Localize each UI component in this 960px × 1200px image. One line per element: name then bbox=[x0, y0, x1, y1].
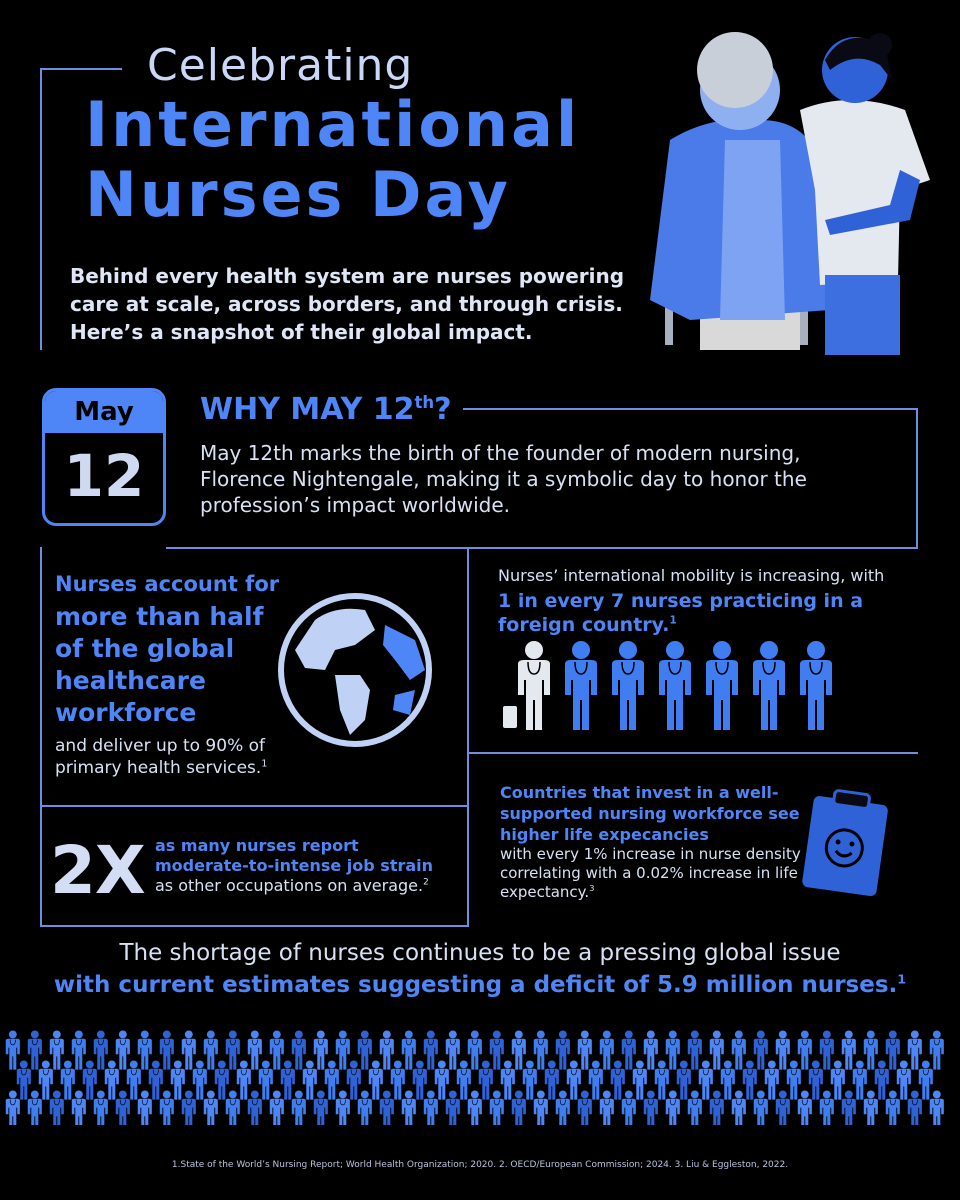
crowd-nurse-icon bbox=[820, 1090, 834, 1125]
crowd-nurse-icon bbox=[754, 1090, 768, 1125]
crowd-nurse-icon bbox=[765, 1060, 779, 1099]
crowd-nurse-icon bbox=[754, 1030, 768, 1069]
calendar-day: 12 bbox=[63, 442, 145, 510]
crowd-nurse-icon bbox=[688, 1030, 702, 1069]
nurse-crowd-illustration bbox=[0, 1025, 960, 1125]
nurse-icon bbox=[612, 641, 644, 730]
crowd-nurse-icon bbox=[512, 1090, 526, 1125]
crowd-nurse-icon bbox=[798, 1090, 812, 1125]
crowd-nurse-icon bbox=[391, 1060, 405, 1099]
crowd-nurse-icon bbox=[732, 1030, 746, 1069]
life-emphasis: Countries that invest in a well-supported nursing workforce see higher life expecancies bbox=[500, 783, 800, 844]
nurse-hair-bun bbox=[868, 33, 892, 57]
mobility-nurse-icons bbox=[500, 636, 845, 736]
crowd-nurse-icon bbox=[127, 1060, 141, 1099]
crowd-nurse-icon bbox=[666, 1090, 680, 1125]
crowd-nurse-icon bbox=[776, 1030, 790, 1069]
divider-grid-center bbox=[467, 547, 469, 927]
crowd-nurse-icon bbox=[886, 1030, 900, 1069]
crowd-nurse-icon bbox=[303, 1060, 317, 1099]
crowd-nurse-icon bbox=[578, 1030, 592, 1069]
nurse-icon bbox=[753, 641, 785, 730]
strain-ref: 2 bbox=[423, 877, 429, 888]
crowd-nurse-icon bbox=[644, 1090, 658, 1125]
divider-why-right bbox=[916, 408, 918, 548]
crowd-nurse-icon bbox=[842, 1090, 856, 1125]
crowd-nurse-icon bbox=[424, 1090, 438, 1125]
crowd-nurse-icon bbox=[743, 1060, 757, 1099]
crowd-nurse-icon bbox=[226, 1030, 240, 1069]
crowd-nurse-icon bbox=[677, 1060, 691, 1099]
globe-icon bbox=[275, 590, 435, 750]
crowd-nurse-icon bbox=[94, 1030, 108, 1069]
crowd-nurse-icon bbox=[72, 1090, 86, 1125]
crowd-nurse-icon bbox=[50, 1030, 64, 1069]
crowd-nurse-icon bbox=[369, 1060, 383, 1099]
crowd-nurse-icon bbox=[457, 1060, 471, 1099]
life-body: with every 1% increase in nurse density correlating with a 0.02% increase in life expectancy. bbox=[500, 845, 801, 901]
divider-grid-left-mid bbox=[40, 805, 467, 807]
crowd-nurse-icon bbox=[248, 1090, 262, 1125]
crowd-nurse-icon bbox=[523, 1060, 537, 1099]
crowd-nurse-icon bbox=[160, 1090, 174, 1125]
crowd-nurse-icon bbox=[864, 1030, 878, 1069]
crowd-nurse-icon bbox=[655, 1060, 669, 1099]
crowd-nurse-icon bbox=[292, 1030, 306, 1069]
crowd-nurse-icon bbox=[39, 1060, 53, 1099]
title-line-2: Nurses Day bbox=[85, 158, 511, 231]
crowd-nurse-icon bbox=[149, 1060, 163, 1099]
crowd-nurse-icon bbox=[446, 1090, 460, 1125]
shortage-line-2: with current estimates suggesting a deficit of 5.9 million nurses. bbox=[53, 972, 898, 998]
life-ref: 3 bbox=[589, 883, 595, 893]
strain-text bbox=[155, 836, 455, 896]
crowd-nurse-icon bbox=[798, 1030, 812, 1069]
crowd-nurse-icon bbox=[666, 1030, 680, 1069]
crowd-nurse-icon bbox=[61, 1060, 75, 1099]
divider-grid-right-mid bbox=[467, 752, 918, 754]
crowd-nurse-icon bbox=[589, 1060, 603, 1099]
nurse-icon bbox=[659, 641, 691, 730]
workforce-ref: 1 bbox=[261, 758, 268, 770]
crowd-nurse-icon bbox=[116, 1030, 130, 1069]
crowd-nurse-icon bbox=[710, 1090, 724, 1125]
patient-shirt bbox=[720, 140, 785, 320]
crowd-nurse-icon bbox=[28, 1030, 42, 1069]
shortage-ref: 1 bbox=[897, 971, 907, 987]
crowd-nurse-icon bbox=[358, 1090, 372, 1125]
why-heading-suffix: ? bbox=[434, 392, 452, 427]
crowd-nurse-icon bbox=[6, 1030, 20, 1069]
patient-hair bbox=[697, 32, 773, 108]
strain-line-1: as many nurses report bbox=[155, 836, 359, 855]
strain-multiplier: 2X bbox=[50, 832, 145, 909]
crowd-nurse-icon bbox=[215, 1060, 229, 1099]
crowd-nurse-icon bbox=[534, 1030, 548, 1069]
crowd-nurse-icon bbox=[600, 1030, 614, 1069]
why-heading-sup: th bbox=[414, 393, 435, 412]
crowd-nurse-icon bbox=[556, 1090, 570, 1125]
crowd-nurse-icon bbox=[28, 1090, 42, 1125]
crowd-nurse-icon bbox=[182, 1030, 196, 1069]
crowd-nurse-icon bbox=[270, 1030, 284, 1069]
crowd-nurse-icon bbox=[842, 1030, 856, 1069]
crowd-nurse-icon bbox=[919, 1060, 933, 1099]
mobility-ref: 1 bbox=[669, 614, 677, 627]
nurse-icon bbox=[565, 641, 597, 730]
nurse-patient-illustration bbox=[630, 20, 940, 355]
crowd-nurse-icon bbox=[281, 1060, 295, 1099]
crowd-nurse-icon bbox=[83, 1060, 97, 1099]
crowd-nurse-icon bbox=[820, 1030, 834, 1069]
crowd-nurse-icon bbox=[160, 1030, 174, 1069]
clipboard-smile-icon bbox=[798, 788, 893, 898]
crowd-nurse-icon bbox=[776, 1090, 790, 1125]
crowd-nurse-icon bbox=[402, 1090, 416, 1125]
crowd-nurse-icon bbox=[50, 1090, 64, 1125]
crowd-nurse-icon bbox=[809, 1060, 823, 1099]
crowd-nurse-icon bbox=[138, 1090, 152, 1125]
life-body-wrap bbox=[500, 845, 810, 902]
nurse-icon bbox=[706, 641, 738, 730]
crowd-nurse-icon bbox=[479, 1060, 493, 1099]
crowd-nurse-icon bbox=[424, 1030, 438, 1069]
crowd-nurse-icon bbox=[358, 1030, 372, 1069]
shortage-line-1: The shortage of nurses continues to be a pressing global issue bbox=[119, 940, 841, 966]
title-celebrating: Celebrating bbox=[147, 40, 414, 91]
crowd-nurse-icon bbox=[732, 1090, 746, 1125]
crowd-nurse-icon bbox=[468, 1030, 482, 1069]
crowd-nurse-icon bbox=[226, 1090, 240, 1125]
crowd-nurse-icon bbox=[446, 1030, 460, 1069]
crowd-nurse-icon bbox=[490, 1090, 504, 1125]
divider-why-bottom bbox=[166, 547, 918, 549]
crowd-nurse-icon bbox=[468, 1090, 482, 1125]
title-line-1: International bbox=[85, 88, 581, 161]
crowd-nurse-icon bbox=[611, 1060, 625, 1099]
crowd-nurse-icon bbox=[908, 1090, 922, 1125]
crowd-nurse-icon bbox=[556, 1030, 570, 1069]
crowd-nurse-icon bbox=[380, 1030, 394, 1069]
nurse-pants bbox=[825, 275, 900, 355]
crowd-nurse-icon bbox=[336, 1030, 350, 1069]
crowd-nurse-icon bbox=[6, 1090, 20, 1125]
workforce-emphasis: more than half of the global healthcare workforce bbox=[55, 602, 264, 727]
crowd-nurse-icon bbox=[545, 1060, 559, 1099]
frame-left-vertical bbox=[40, 68, 42, 350]
crowd-nurse-icon bbox=[336, 1090, 350, 1125]
crowd-nurse-icon bbox=[699, 1060, 713, 1099]
crowd-nurse-icon bbox=[710, 1030, 724, 1069]
crowd-nurse-icon bbox=[567, 1060, 581, 1099]
workforce-body-text: and deliver up to 90% of primary health services. bbox=[55, 736, 266, 778]
mobility-emphasis bbox=[498, 589, 898, 637]
crowd-nurse-icon bbox=[116, 1090, 130, 1125]
why-body: May 12th marks the birth of the founder of modern nursing, Florence Nightengale, making it a symbolic day to honor the profession’s impact worldwide. bbox=[200, 441, 807, 517]
crowd-nurse-icon bbox=[600, 1090, 614, 1125]
mobility-lead: Nurses’ international mobility is increasing, with bbox=[498, 566, 885, 585]
crowd-nurse-icon bbox=[501, 1060, 515, 1099]
crowd-nurse-icon bbox=[94, 1090, 108, 1125]
nurse-icon bbox=[800, 641, 832, 730]
nurse-abroad-icon bbox=[518, 641, 550, 730]
crowd-nurse-icon bbox=[930, 1030, 944, 1069]
crowd-nurse-icon bbox=[259, 1060, 273, 1099]
crowd-nurse-icon bbox=[347, 1060, 361, 1099]
crowd-nurse-icon bbox=[413, 1060, 427, 1099]
crowd-nurse-icon bbox=[292, 1090, 306, 1125]
strain-line-3: as other occupations on average. bbox=[155, 876, 424, 895]
mobility-emphasis-text: 1 in every 7 nurses practicing in a foreign country. bbox=[498, 590, 864, 636]
crowd-nurse-icon bbox=[204, 1090, 218, 1125]
why-heading bbox=[200, 392, 452, 427]
intro-text: Behind every health system are nurses powering care at scale, across borders, and through crisis. Here’s a snapshot of their global impact. bbox=[70, 264, 625, 344]
crowd-nurse-icon bbox=[875, 1060, 889, 1099]
crowd-nurse-icon bbox=[864, 1090, 878, 1125]
crowd-nurse-icon bbox=[325, 1060, 339, 1099]
crowd-nurse-icon bbox=[490, 1030, 504, 1069]
crowd-nurse-icon bbox=[853, 1060, 867, 1099]
strain-line-3-wrap bbox=[155, 876, 455, 896]
crowd-nurse-icon bbox=[622, 1030, 636, 1069]
crowd-nurse-icon bbox=[204, 1030, 218, 1069]
crowd-nurse-icon bbox=[534, 1090, 548, 1125]
crowd-nurse-icon bbox=[633, 1060, 647, 1099]
crowd-nurse-icon bbox=[512, 1030, 526, 1069]
crowd-nurse-icon bbox=[270, 1090, 284, 1125]
crowd-nurse-icon bbox=[930, 1090, 944, 1125]
calendar-icon bbox=[42, 388, 166, 526]
page-title bbox=[85, 90, 580, 230]
crowd-nurse-icon bbox=[193, 1060, 207, 1099]
crowd-nurse-icon bbox=[314, 1090, 328, 1125]
crowd-nurse-icon bbox=[72, 1030, 86, 1069]
shortage-line-2-wrap bbox=[0, 972, 960, 998]
strain-line-2: moderate-to-intense job strain bbox=[155, 856, 434, 875]
crowd-nurse-icon bbox=[105, 1060, 119, 1099]
footnotes: 1.State of the World’s Nursing Report; World Health Organization; 2020. 2. OECD/European Commission; 2024. 3. Liu & Eggleston, 2022. bbox=[171, 1160, 789, 1170]
crowd-nurse-icon bbox=[248, 1030, 262, 1069]
crowd-nurse-icon bbox=[435, 1060, 449, 1099]
crowd-nurse-icon bbox=[688, 1090, 702, 1125]
crowd-nurse-icon bbox=[17, 1060, 31, 1099]
crowd-nurse-icon bbox=[314, 1030, 328, 1069]
crowd-nurse-icon bbox=[380, 1090, 394, 1125]
suitcase-icon bbox=[503, 706, 517, 728]
life-text bbox=[500, 782, 810, 902]
crowd-nurse-icon bbox=[622, 1090, 636, 1125]
why-heading-text: WHY MAY 12 bbox=[200, 392, 415, 427]
divider-grid-bottom bbox=[40, 925, 468, 927]
crowd-nurse-icon bbox=[644, 1030, 658, 1069]
crowd-nurse-icon bbox=[831, 1060, 845, 1099]
crowd-nurse-icon bbox=[787, 1060, 801, 1099]
crowd-nurse-icon bbox=[237, 1060, 251, 1099]
calendar-month: May bbox=[45, 391, 163, 433]
crowd-nurse-icon bbox=[578, 1090, 592, 1125]
crowd-nurse-icon bbox=[721, 1060, 735, 1099]
divider-grid-left bbox=[40, 547, 42, 927]
frame-top-left bbox=[40, 68, 122, 70]
divider-why-top bbox=[463, 408, 918, 410]
crowd-nurse-icon bbox=[171, 1060, 185, 1099]
crowd-nurse-icon bbox=[138, 1030, 152, 1069]
crowd-nurse-icon bbox=[886, 1090, 900, 1125]
workforce-lead: Nurses account for bbox=[55, 572, 280, 596]
crowd-nurse-icon bbox=[182, 1090, 196, 1125]
crowd-nurse-icon bbox=[402, 1030, 416, 1069]
crowd-nurse-icon bbox=[908, 1030, 922, 1069]
crowd-nurse-icon bbox=[897, 1060, 911, 1099]
